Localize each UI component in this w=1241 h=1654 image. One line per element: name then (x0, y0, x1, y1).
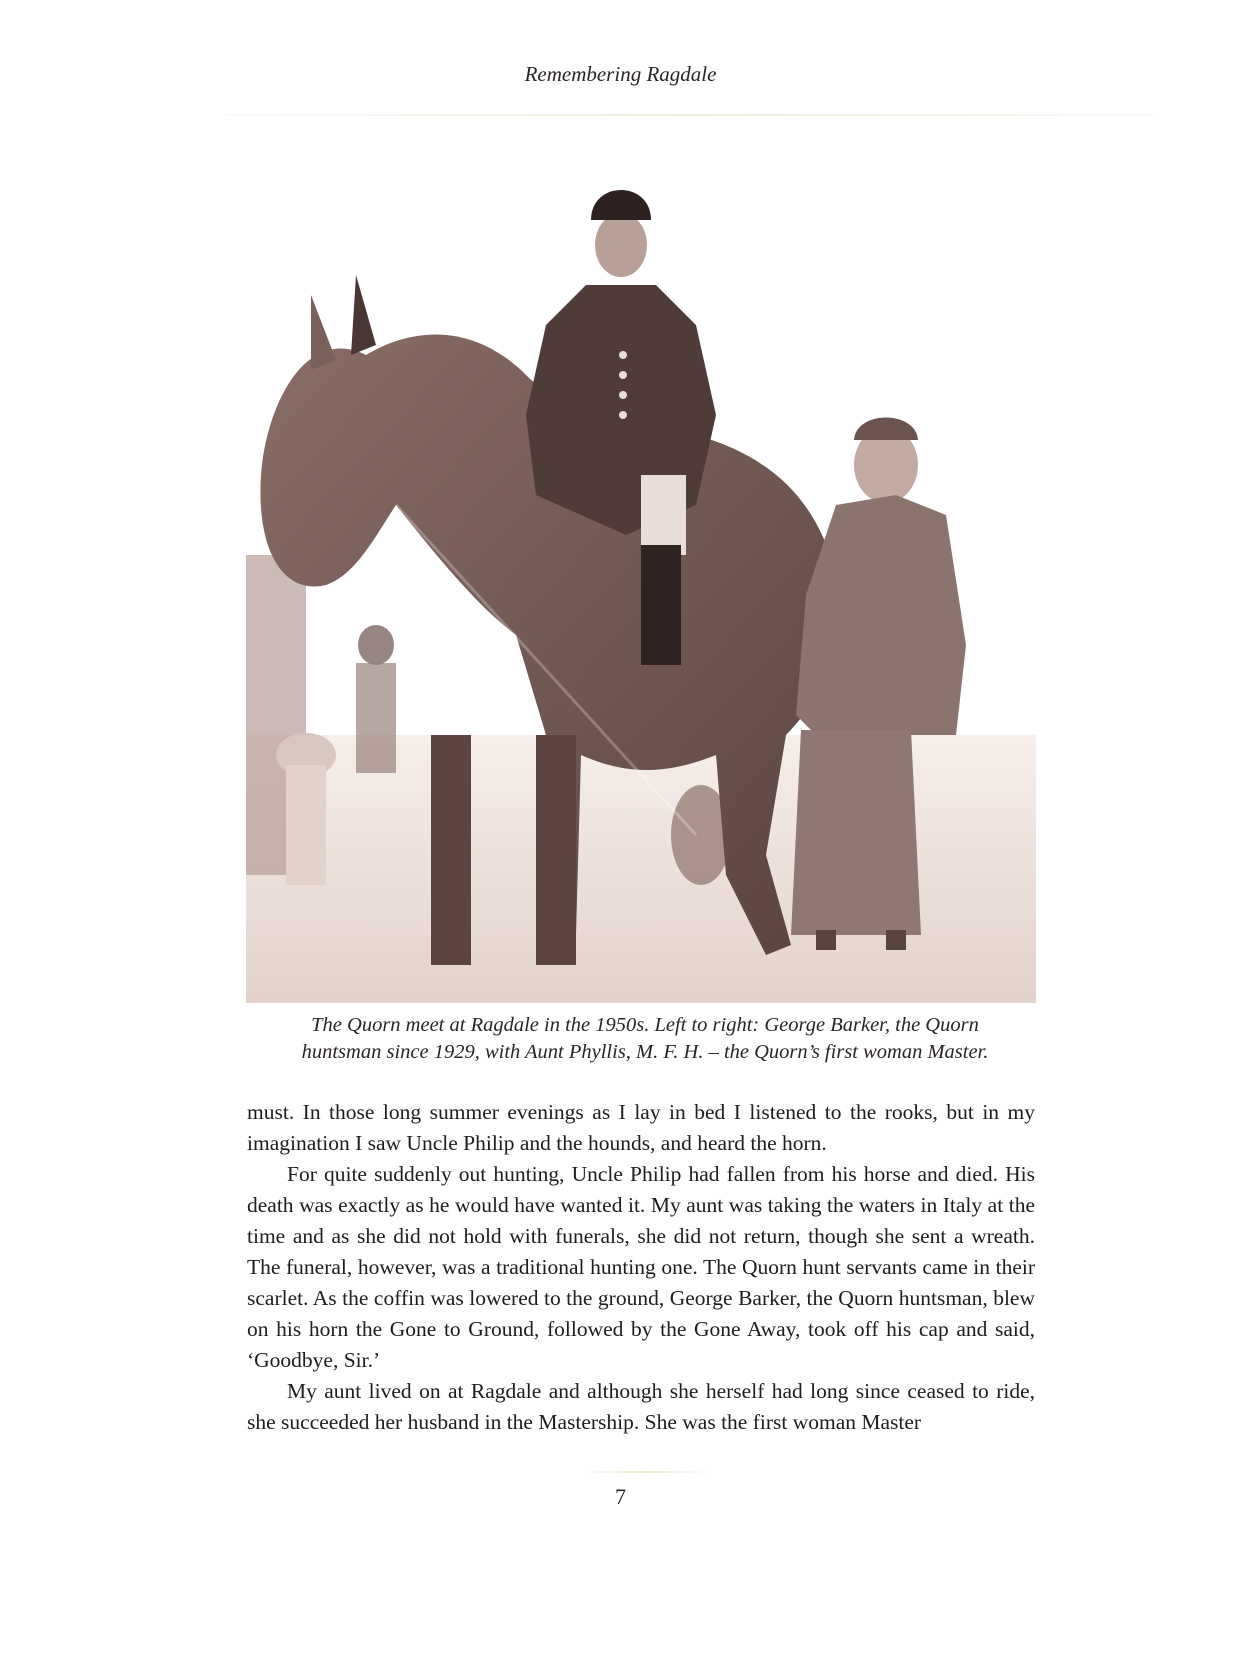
paragraph-1: must. In those long summer evenings as I lay in bed I listened to the rooks, but in my imagination I saw Uncle Philip and the hounds, and heard the horn. (247, 1100, 1035, 1155)
header-rule (225, 114, 1155, 116)
paragraph-2: For quite suddenly out hunting, Uncle Philip had fallen from his horse and died. His death was exactly as he would have wanted it. My aunt was taking the waters in Italy at the time and as she did not hold with funerals, she did not return, though she sent a wreath. The funeral, however, was a traditional hunting one. The Quorn hunt servants came in their scarlet. As the coffin was lowered to the ground, George Barker, the Quorn huntsman, blew on his horn the Gone to Ground, followed by the Gone Away, took off his cap and said, ‘Goodbye, Sir.’ (247, 1162, 1035, 1372)
photo-caption (230, 1012, 1060, 1066)
photograph-quorn-meet (246, 175, 1036, 1003)
footer-rule (585, 1471, 705, 1473)
caption-line-1: The Quorn meet at Ragdale in the 1950s. Left to right: George Barker, the Quorn (311, 1014, 979, 1036)
page-number: 7 (615, 1484, 626, 1509)
paragraph-3: My aunt lived on at Ragdale and although she herself had long since ceased to ride, she succeeded her husband in the Mastership. She was the first woman Master (247, 1379, 1035, 1434)
running-head-title: Remembering Ragdale (524, 62, 717, 86)
caption-line-2: huntsman since 1929, with Aunt Phyllis, M. F. H. – the Quorn’s first woman Master. (301, 1041, 989, 1063)
body-text (247, 1097, 1035, 1438)
sepia-photo-illustration (246, 175, 1036, 1003)
